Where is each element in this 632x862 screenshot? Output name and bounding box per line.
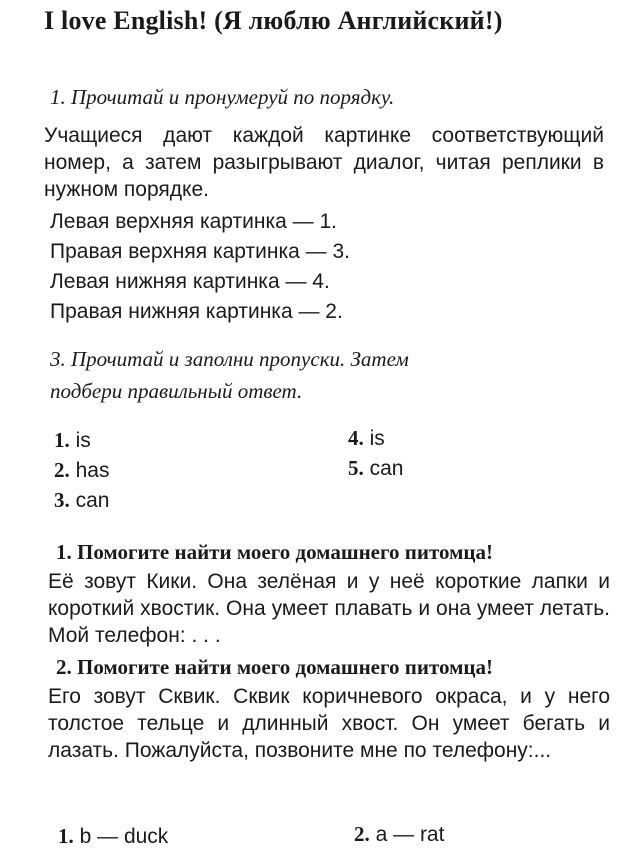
task-1-line: Левая верхняя картинка — 1.: [50, 210, 337, 233]
task-1-line: Правая нижняя картинка — 2.: [50, 300, 343, 323]
answer-number: 2.: [54, 458, 70, 482]
match-item: [58, 824, 168, 849]
answer-text: can: [369, 457, 404, 480]
answer-text: is: [75, 429, 91, 452]
answer-text: has: [75, 459, 110, 482]
ad-1-text: Её зовут Кики. Она зелёная и у неё короткие лапки и короткий хвостик. Она умеет плавать и она умеет летать. Мой телефон: . . .: [48, 570, 610, 647]
answer-text: is: [369, 427, 385, 450]
answer-item: [54, 458, 109, 483]
answer-number: 3.: [54, 488, 70, 512]
answer-number: 5.: [348, 456, 364, 480]
match-number: 2.: [354, 822, 370, 846]
match-item: [354, 822, 444, 847]
answer-number: 4.: [348, 426, 364, 450]
answer-item: [54, 488, 109, 513]
answer-text: can: [75, 489, 110, 512]
task-3-heading-line-1: 3. Прочитай и заполни пропуски. Затем: [50, 347, 409, 371]
task-1-intro: Учащиеся дают каждой картинке соответствующий номер, а затем разыгрывают диалог, читая реплики в нужном порядке.: [44, 124, 604, 201]
ad-2-text: Его зовут Сквик. Сквик коричневого окраса, и у него толстое тельце и длинный хвост. Он умеет бегать и лазать. Пожалуйста, позвоните мне по телефону:...: [48, 685, 610, 762]
match-text: a — rat: [375, 823, 445, 846]
answer-item: [348, 456, 403, 481]
ad-1-heading: 1. Помогите найти моего домашнего питомца!: [56, 540, 493, 564]
match-text: b — duck: [79, 825, 169, 848]
page-title: I love English! (Я люблю Английский!): [44, 6, 503, 35]
task-1-line: Левая нижняя картинка — 4.: [50, 270, 330, 293]
answer-number: 1.: [54, 428, 70, 452]
task-3-heading-line-2: подбери правильный ответ.: [50, 379, 303, 403]
task-1-heading: 1. Прочитай и пронумеруй по порядку.: [50, 85, 395, 109]
answer-item: [54, 428, 91, 453]
match-number: 1.: [58, 824, 74, 848]
answer-item: [348, 426, 385, 451]
ad-2-heading: 2. Помогите найти моего домашнего питомца!: [56, 655, 493, 679]
task-1-line: Правая верхняя картинка — 3.: [50, 240, 350, 263]
